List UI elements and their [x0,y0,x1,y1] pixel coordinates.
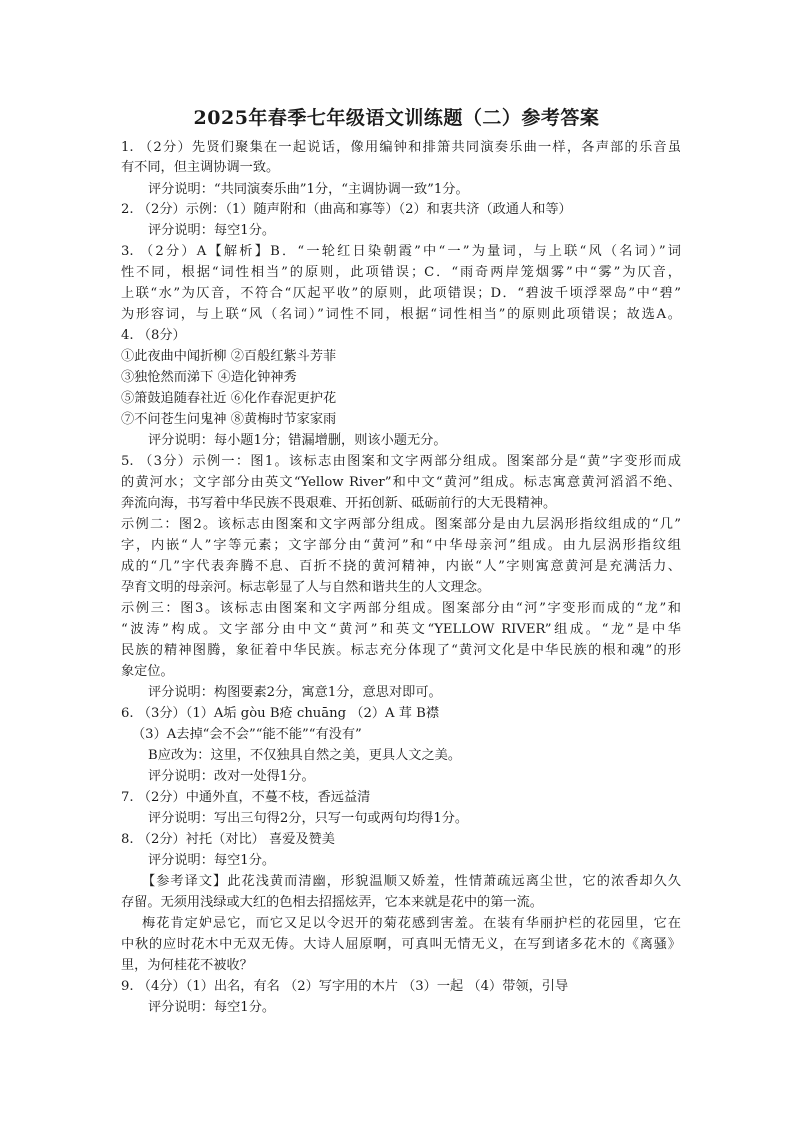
answer-5-line-1: 5. （3分）示例一：图1。该标志由图案和文字两部分组成。图案部分是“黄”字变形而成 [121,454,681,469]
answer-2-line-1: 2. （2分）示例：（1）随声附和（曲高和寡等）（2）和衷共济（政通人和等） [121,202,572,217]
answer-6-line-3: B应改为：这里，不仅独具自然之美，更具人文之美。 [148,748,462,763]
translation-line-3: 梅花肯定妒忌它，而它又足以令迟开的菊花感到害羞。在装有华丽护栏的花园里，它在 [142,916,681,931]
answer-5-line-2: 的黄河水；文字部分由英文“Yellow River”和中文“黄河”组成。标志寓意黄河滔滔不绝、 [121,475,681,490]
answer-5-example3-line-4: 象定位。 [121,664,174,679]
translation-line-2: 存留。无须用浅绿或大红的色相去招摇炫弄，它本来就是花中的第一流。 [121,895,543,910]
answer-8-line-1: 8. （2分）衬托（对比） 喜爱及赞美 [121,832,335,847]
answer-4-scoring: 评分说明：每小题1分；错漏增删，则该小题无分。 [148,433,447,448]
translation-line-1: 【参考译文】此花浅黄而清幽，形貌温顺又娇羞，性情萧疏远离尘世，它的浓香却久久 [142,874,681,889]
answer-6-line-2: （3）A去掉“会不会”“能不能”“有没有” [132,727,362,742]
answer-8-scoring: 评分说明：每空1分。 [148,853,276,868]
answer-1-scoring: 评分说明：“共同演奏乐曲”1分，“主调协调一致”1分。 [148,182,469,197]
answer-5-example2-line-1: 示例二：图2。该标志由图案和文字两部分组成。图案部分是由九层涡形指纹组成的“几” [121,517,681,532]
translation-line-4: 中秋的应时花木中无双无俦。大诗人屈原啊，可真叫无情无义，在写到诸多花木的《离骚》 [121,937,681,952]
answer-4-row-4: ⑦不问苍生问鬼神 ⑧黄梅时节家家雨 [121,412,337,427]
answer-6-line-1: 6. （3分）（1）A垢 gòu B疮 chuāng （2）A 茸 B襟 [121,706,440,721]
answer-5-example2-line-3: 成的“几”字代表奔腾不息、百折不挠的黄河精神，内嵌“人”字则寓意黄河是充满活力、 [121,559,681,574]
answer-1-line-2: 有不同，但主调协调一致。 [121,160,280,175]
answer-3-line-3: 上联“水”为仄音，不符合“仄起平收”的原则，此项错误；D．“碧波千顷浮翠岛”中“碧” [121,286,681,301]
translation-line-5: 里，为何桂花不被收？ [121,958,253,973]
document-title: 2025年春季七年级语文训练题（二）参考答案 [193,107,600,129]
answer-5-example2-line-4: 孕育文明的母亲河。标志彰显了人与自然和谐共生的人文理念。 [121,580,491,595]
answer-5-scoring: 评分说明：构图要素2分，寓意1分，意思对即可。 [148,685,442,700]
answer-3-line-4: 为形容词，与上联“风（名词）”词性不同，根据“词性相当”的原则此项错误；故选A。 [121,307,681,322]
answer-4-row-1: ①此夜曲中闻折柳 ②百般红紫斗芳菲 [121,349,337,364]
answer-5-line-3: 奔流向海，书写着中华民族不畏艰难、开拓创新、砥砺前行的大无畏精神。 [121,496,557,511]
answer-9-scoring: 评分说明：每空1分。 [148,1000,276,1015]
answer-6-scoring: 评分说明：改对一处得1分。 [148,769,315,784]
answer-3-line-2: 性不同，根据“词性相当”的原则，此项错误；C．“雨奇两岸笼烟雾”中“雾”为仄音， [121,265,681,280]
answer-4-row-3: ⑤箫鼓追随春社近 ⑥化作春泥更护花 [121,391,337,406]
answer-7-scoring: 评分说明：写出三句得2分，只写一句或两句均得1分。 [148,811,469,826]
answer-4-header: 4. （8分） [121,328,186,343]
answer-5-example3-line-2: “波涛”构成。文字部分由中文“黄河”和英文“YELLOW RIVER”组成。“龙”是中华 [121,622,681,637]
answer-3-line-1: 3. （2分）A【解析】B．“一轮红日染朝霞”中“一”为量词，与上联“风（名词）”词 [121,244,681,259]
answer-5-example2-line-2: 字，内嵌“人”字等元素；文字部分由“黄河”和“中华母亲河”组成。由九层涡形指纹组 [121,538,681,553]
answer-5-example3-line-1: 示例三：图3。该标志由图案和文字两部分组成。图案部分由“河”字变形而成的“龙”和 [121,601,681,616]
answer-9-line-1: 9. （4分）（1）出名，有名 （2）写字用的木片 （3）一起 （4）带领，引导 [121,979,569,994]
answer-4-row-2: ③独怆然而涕下 ④造化钟神秀 [121,370,297,385]
answer-5-example3-line-3: 民族的精神图腾，象征着中华民族。标志充分体现了“黄河文化是中华民族的根和魂”的形 [121,643,681,658]
answer-7-line-1: 7. （2分）中通外直，不蔓不枝，香远益清 [121,790,371,805]
answer-2-scoring: 评分说明：每空1分。 [148,223,276,238]
answer-1-line-1: 1. （2分）先贤们聚集在一起说话，像用编钟和排箫共同演奏乐曲一样，各声部的乐音虽 [121,140,681,155]
